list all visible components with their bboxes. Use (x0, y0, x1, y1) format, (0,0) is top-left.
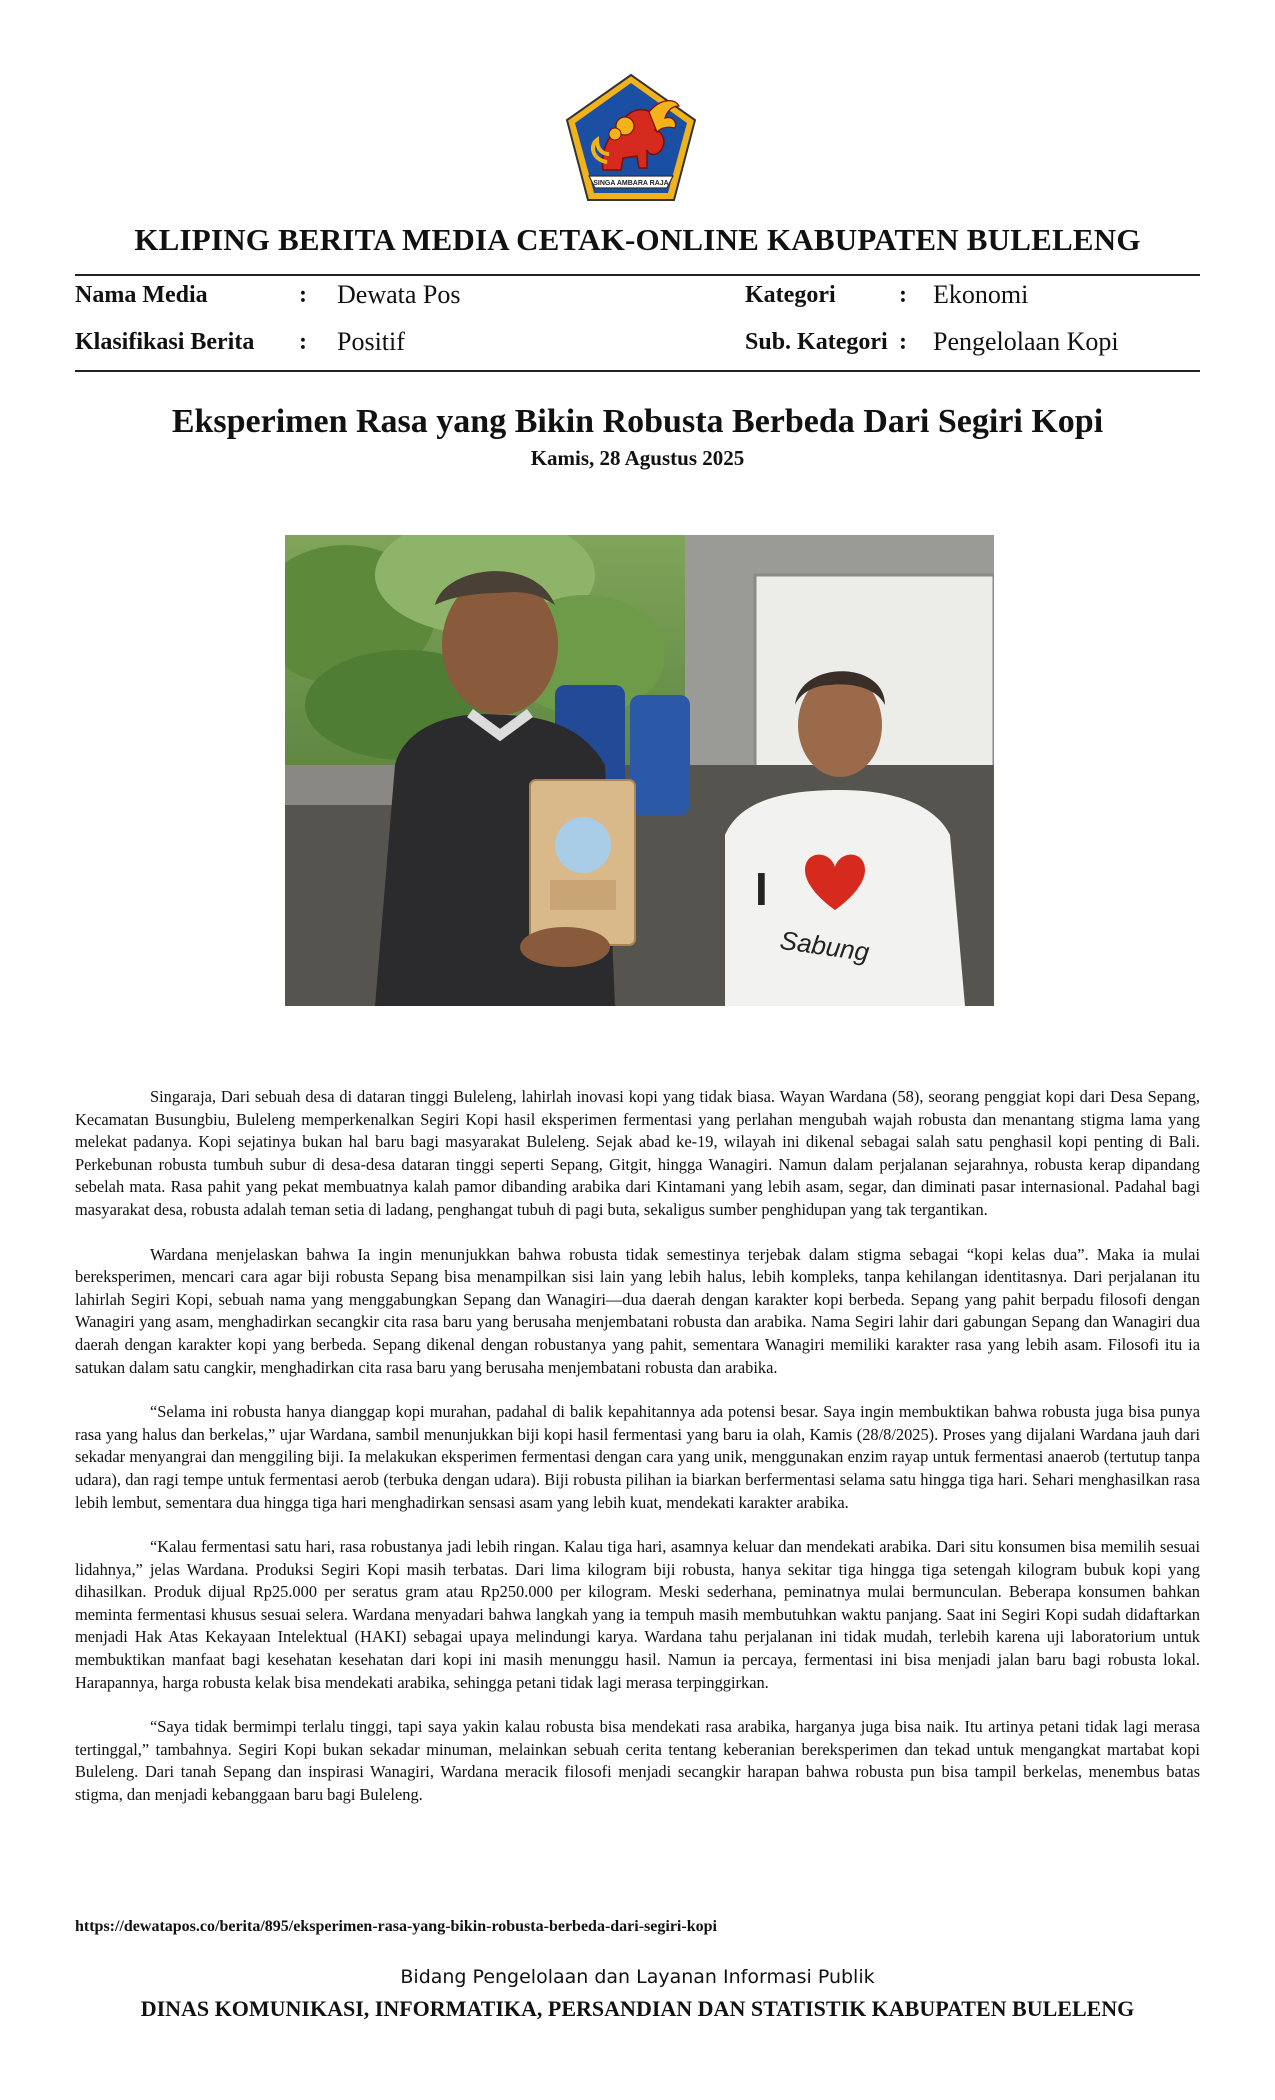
shirt-word: Sabung (778, 924, 872, 968)
media-value: Dewata Pos (337, 280, 461, 309)
article-paragraph: Wardana menjelaskan bahwa Ia ingin menunjukkan bahwa robusta tidak semestinya terjebak dalam stigma sebagai “kopi kelas dua”. Maka ia mulai bereksperimen, mencari cara agar biji robusta Sepang bisa menampilkan sisi lain yang lebih halus, lebih kompleks, tanpa kehilangan identitasnya. Dari perjalanan itu lahirlah Segiri Kopi, sebuah nama yang menggabungkan Sepang dan Wanagiri—dua daerah dengan karakter kopi berbeda. Sepang yang pahit berpadu filosofi dengan Wanagiri yang asam, menghadirkan secangkir cita rasa baru yang berusaha menjembatani robusta dan arabika. Nama Segiri lahir dari gabungan Sepang dan Wanagiri dua daerah dengan karakter kopi yang berbeda. Sepang dikenal dengan robustanya yang pahit, sementara Wanagiri memiliki karakter rasa yang lebih asam. Filosofi itu ia satukan dalam satu cangkir, menghadirkan cita rasa baru yang berusaha menjembatani robusta dan arabika. (75, 1244, 1200, 1377)
article-paragraph: “Kalau fermentasi satu hari, rasa robustanya jadi lebih ringan. Kalau tiga hari, asamnya keluar dan mendekati arabika. Dari situ konsumen bisa memilih sesuai lidahnya,” jelas Wardana. Produksi Segiri Kopi masih terbatas. Dari lima kilogram biji robusta, hanya sekitar tiga hingga tiga setengah kilogram bubuk kopi yang dihasilkan. Produk dijual Rp25.000 per seratus gram atau Rp250.000 per kilogram. Meski sederhana, peminatnya mulai bermunculan. Beberapa konsumen bahkan meminta fermentasi khusus sesuai selera. Wardana menyadari bahwa langkah yang ia tempuh masih membutuhkan waktu panjang. Saat ini Segiri Kopi sudah didaftarkan menjadi Hak Atas Kekayaan Intelektual (HAKI) sebagai upaya melindungi karya. Wardana tahu perjalanan ini tidak mudah, terlebih karena uji laboratorium untuk membuktikan manfaat bagi kesehatan kesehatan dari kopi ini masih menunggu hasil. Namun ia percaya, fermentasi ini bisa menjadi jalan baru bagi robusta lokal. Harapannya, harga robusta kelak bisa mendekati arabika, sehingga petani tidak lagi merasa terpinggirkan. (75, 1537, 1200, 1692)
media-colon: : (299, 282, 307, 308)
masthead-title: KLIPING BERITA MEDIA CETAK-ONLINE KABUPATEN BULELENG (134, 222, 1141, 257)
buleleng-emblem-icon (563, 72, 699, 204)
category-colon: : (899, 282, 907, 308)
meta-row-2 (75, 325, 1200, 359)
article-photo (285, 535, 994, 1006)
category-label: Kategori (745, 282, 836, 308)
meta-row-1 (75, 278, 1200, 312)
emblem-motto: SINGA AMBARA RAJA (593, 180, 669, 187)
subcategory-colon: : (899, 329, 907, 355)
classification-label: Klasifikasi Berita (75, 329, 255, 355)
footer-division: Bidang Pengelolaan dan Layanan Informasi Publik (400, 1966, 875, 1988)
article-body (75, 1086, 1200, 1829)
article-paragraph: “Selama ini robusta hanya dianggap kopi murahan, padahal di balik kepahitannya ada potensi besar. Saya ingin membuktikan bahwa robusta juga bisa punya rasa yang halus dan berkelas,” ujar Wardana, sambil menunjukkan biji kopi hasil fermentasi yang baru ia olah, Kamis (28/8/2025). Proses yang dijalani Wardana jauh dari sekadar menyangrai dan menggiling biji. Ia melakukan eksperimen fermentasi dengan cara yang unik, menggunakan enzim rayap untuk fermentasi anaerob (tertutup tanpa udara), dan ragi tempe untuk fermentasi aerob (terbuka dengan udara). Biji robusta pilihan ia biarkan berfermentasi selama satu hingga tiga hari. Sehari menghasilkan rasa lebih lembut, sementara dua hingga tiga hari menghadirkan sensasi asam yang lebih kuat, mendekati karakter arabika. (75, 1402, 1200, 1512)
classification-colon: : (299, 329, 307, 355)
article-headline: Eksperimen Rasa yang Bikin Robusta Berbeda Dari Segiri Kopi (171, 403, 1104, 440)
header-top-rule (75, 274, 1200, 276)
article-paragraph: Singaraja, Dari sebuah desa di dataran tinggi Buleleng, lahirlah inovasi kopi yang tidak biasa. Wayan Wardana (58), seorang penggiat kopi dari Desa Sepang, Kecamatan Busungbiu, Buleleng memperkenalkan Segiri Kopi hasil eksperimen fermentasi yang perlahan mengubah wajah robusta dan menantang stigma lama yang melekat padanya. Kopi sejatinya bukan hal baru bagi masyarakat Buleleng. Sejak abad ke-19, wilayah ini dikenal sebagai salah satu penghasil kopi penting di Bali. Perkebunan robusta tumbuh subur di desa-desa dataran tinggi seperti Sepang, Gitgit, hingga Wanagiri. Namun dalam perjalanan sejarahnya, robusta kerap dipandang sebelah mata. Rasa pahit yang pekat membuatnya kalah pamor dibanding arabika dari Kintamani yang lebih asam, segar, dan diminati pasar internasional. Padahal bagi masyarakat desa, robusta adalah teman setia di ladang, penghangat tubuh di pagi buta, sekaligus sumber penghidupan yang tak tergantikan. (75, 1087, 1200, 1219)
article-paragraph: “Saya tidak bermimpi terlalu tinggi, tapi saya yakin kalau robusta bisa mendekati rasa arabika, harganya juga bisa naik. Itu artinya petani tidak lagi merasa tertinggal,” tambahnya. Segiri Kopi bukan sekadar minuman, melainkan sebuah cerita tentang keberanian bereksperimen dan tekad untuk mengangkat martabat kopi Buleleng. Dari tanah Sepang dan inspirasi Wanagiri, Wardana meracik filosofi menjadi secangkir harapan bahwa robusta pun bisa tampil berkelas, menembus batas stigma, dan menjadi kebanggaan baru bagi Buleleng. (75, 1717, 1200, 1805)
classification-value: Positif (337, 327, 405, 356)
subcategory-value: Pengelolaan Kopi (933, 327, 1119, 356)
subcategory-label: Sub. Kategori (745, 329, 888, 355)
source-url[interactable]: https://dewatapos.co/berita/895/eksperimen-rasa-yang-bikin-robusta-berbeda-dari-segiri-kopi (75, 1918, 717, 1935)
header-bottom-rule (75, 370, 1200, 372)
media-label: Nama Media (75, 282, 208, 308)
article-date: Kamis, 28 Agustus 2025 (530, 446, 745, 470)
footer-agency: DINAS KOMUNIKASI, INFORMATIKA, PERSANDIAN DAN STATISTIK KABUPATEN BULELENG (140, 1996, 1135, 2021)
shirt-letter: I (755, 863, 768, 915)
category-value: Ekonomi (933, 280, 1029, 309)
